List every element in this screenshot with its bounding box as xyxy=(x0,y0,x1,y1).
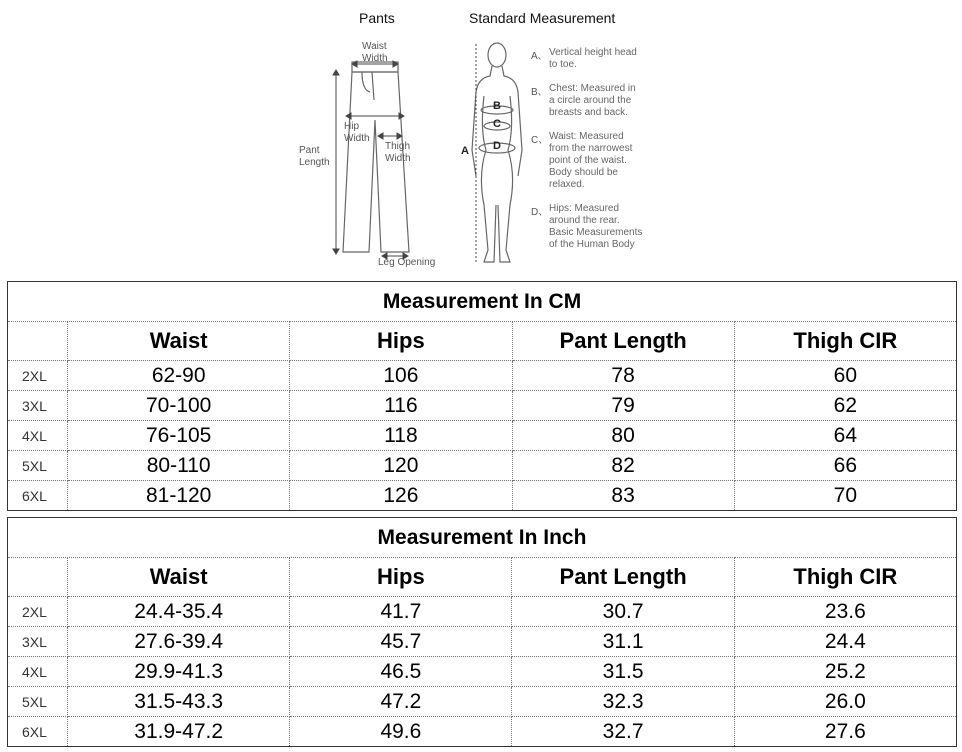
table-cell: 80 xyxy=(512,421,734,451)
column-header-pant-length: Pant Length xyxy=(512,322,734,361)
body-letter-d: D xyxy=(493,140,501,152)
body-letter-a: A xyxy=(461,145,469,157)
table-cell: 45.7 xyxy=(290,627,512,657)
table-cell: 30.7 xyxy=(512,597,734,627)
table-cell: 31.9-47.2 xyxy=(68,717,290,747)
pant-length-label: Pant Length xyxy=(299,145,330,168)
table-cell: 26.0 xyxy=(734,687,956,717)
size-cell: 4XL xyxy=(8,421,68,451)
size-cell: 6XL xyxy=(8,481,68,511)
table-cell: 106 xyxy=(290,361,512,391)
size-cell: 4XL xyxy=(8,657,68,687)
table-row xyxy=(8,391,957,421)
table-row xyxy=(8,717,957,747)
note-letter-a: A、 xyxy=(531,51,548,62)
note-letter-c: C、 xyxy=(531,135,549,146)
table-row xyxy=(8,421,957,451)
table-cell: 23.6 xyxy=(734,597,956,627)
table-cell: 32.3 xyxy=(512,687,734,717)
column-header-waist: Waist xyxy=(68,558,290,597)
leg-opening-label: Leg Opening xyxy=(378,257,436,268)
pants-and-body-drawing xyxy=(0,0,962,278)
table-cell: 62 xyxy=(734,391,956,421)
note-a: Vertical height head to toe. xyxy=(549,47,637,70)
table-cell: 64 xyxy=(734,421,956,451)
inch-size-table xyxy=(7,517,957,747)
table-cell: 118 xyxy=(290,421,512,451)
table-cell: 78 xyxy=(512,361,734,391)
table-cell: 79 xyxy=(512,391,734,421)
table-cell: 49.6 xyxy=(290,717,512,747)
size-cell: 2XL xyxy=(8,597,68,627)
table-cell: 62-90 xyxy=(68,361,290,391)
table-cell: 70 xyxy=(734,481,956,511)
table-row xyxy=(8,481,957,511)
measurement-illustration xyxy=(0,0,962,278)
note-letter-d: D、 xyxy=(531,207,549,218)
size-cell: 2XL xyxy=(8,361,68,391)
size-cell: 5XL xyxy=(8,687,68,717)
table-row xyxy=(8,657,957,687)
table-cell: 24.4-35.4 xyxy=(68,597,290,627)
column-header-hips: Hips xyxy=(290,558,512,597)
thigh-width-label: Thigh Width xyxy=(385,141,411,164)
table-cell: 70-100 xyxy=(68,391,290,421)
cm-size-table xyxy=(7,281,957,511)
table-cell: 60 xyxy=(734,361,956,391)
table-cell: 32.7 xyxy=(512,717,734,747)
table-row xyxy=(8,627,957,657)
body-letter-b: B xyxy=(493,100,501,112)
table-row xyxy=(8,687,957,717)
table-cell: 66 xyxy=(734,451,956,481)
table-cell: 116 xyxy=(290,391,512,421)
table-cell: 24.4 xyxy=(734,627,956,657)
table-cell: 29.9-41.3 xyxy=(68,657,290,687)
table-row xyxy=(8,451,957,481)
note-d: Hips: Measured around the rear. Basic Measurements of the Human Body xyxy=(549,203,643,250)
table-cell: 31.1 xyxy=(512,627,734,657)
table-cell: 41.7 xyxy=(290,597,512,627)
column-header xyxy=(8,322,68,361)
column-header-waist: Waist xyxy=(68,322,290,361)
table-cell: 47.2 xyxy=(290,687,512,717)
table-row xyxy=(8,361,957,391)
note-b: Chest: Measured in a circle around the breasts and back. xyxy=(549,83,636,118)
body-letter-c: C xyxy=(493,118,501,130)
pants-title: Pants xyxy=(359,10,395,26)
table-cell: 31.5-43.3 xyxy=(68,687,290,717)
table-cell: 81-120 xyxy=(68,481,290,511)
table-cell: 27.6 xyxy=(734,717,956,747)
column-header-pant-length: Pant Length xyxy=(512,558,734,597)
column-header-thigh-cir: Thigh CIR xyxy=(734,322,956,361)
table-cell: 27.6-39.4 xyxy=(68,627,290,657)
column-header-thigh-cir: Thigh CIR xyxy=(734,558,956,597)
table-cell: 120 xyxy=(290,451,512,481)
column-header xyxy=(8,558,68,597)
table-cell: 25.2 xyxy=(734,657,956,687)
table-title: Measurement In CM xyxy=(8,282,957,322)
body-diagram xyxy=(472,43,522,262)
table-cell: 76-105 xyxy=(68,421,290,451)
standard-measurement-title: Standard Measurement xyxy=(469,10,616,26)
table-cell: 46.5 xyxy=(290,657,512,687)
table-cell: 80-110 xyxy=(68,451,290,481)
column-header-hips: Hips xyxy=(290,322,512,361)
table-title: Measurement In Inch xyxy=(8,518,957,558)
note-c: Waist: Measured from the narrowest point of the waist. Body should be relaxed. xyxy=(549,131,633,190)
table-cell: 31.5 xyxy=(512,657,734,687)
size-cell: 6XL xyxy=(8,717,68,747)
hip-width-label: Hip Width xyxy=(344,121,370,144)
table-row xyxy=(8,597,957,627)
size-cell: 5XL xyxy=(8,451,68,481)
table-cell: 83 xyxy=(512,481,734,511)
table-cell: 126 xyxy=(290,481,512,511)
size-cell: 3XL xyxy=(8,391,68,421)
note-letter-b: B、 xyxy=(531,87,548,98)
table-cell: 82 xyxy=(512,451,734,481)
size-cell: 3XL xyxy=(8,627,68,657)
waist-width-label: Waist Width xyxy=(362,41,388,64)
